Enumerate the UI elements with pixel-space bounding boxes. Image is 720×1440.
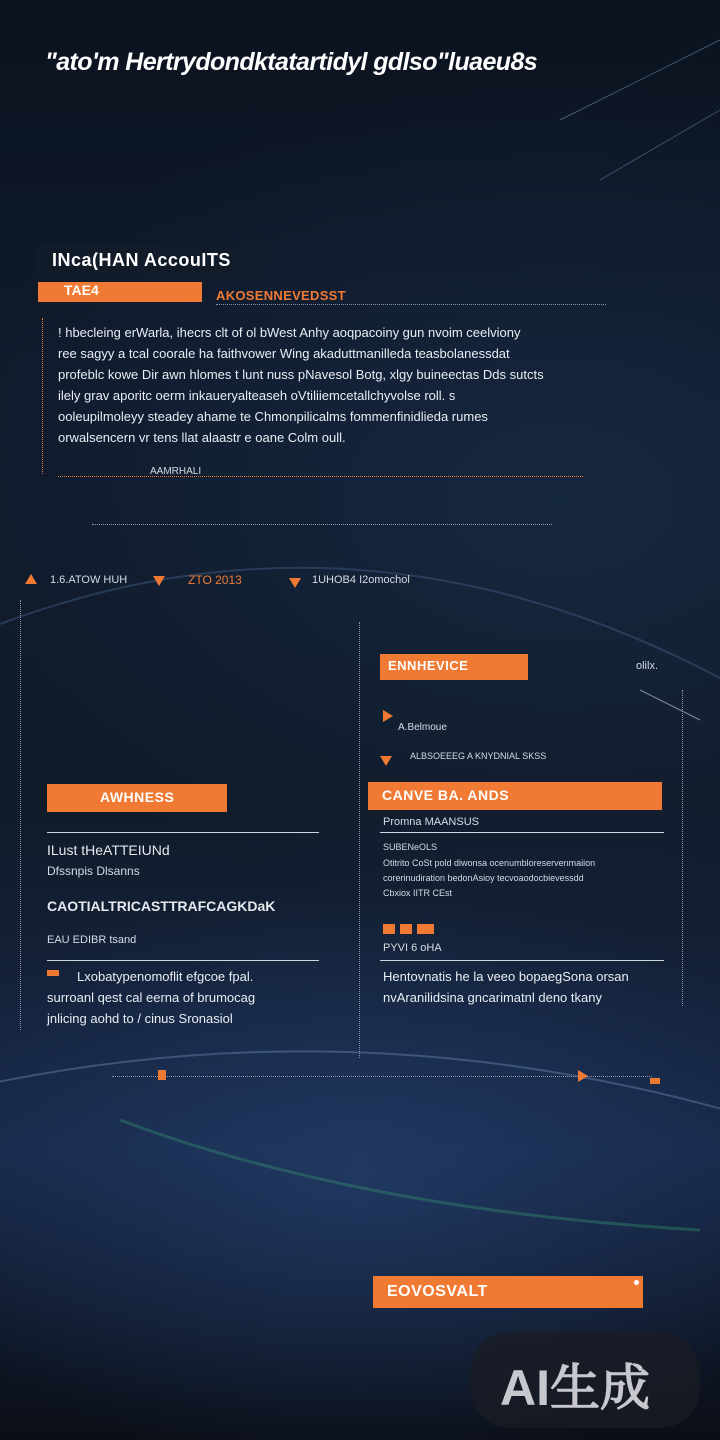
right-arrow-icon (383, 710, 393, 722)
desc-line: Cbxiox IITR CEst (383, 888, 453, 898)
left-heading: CAOTIALTRICASTTRAFCAGKDaK (47, 898, 276, 914)
stat-arrow-icon (25, 574, 37, 584)
divider-marker-icon (650, 1078, 660, 1084)
right-item-2: ALBSOEEEG A KNYDNIAL SKSS (410, 751, 547, 761)
right-desc (383, 856, 665, 901)
right-sub: SUBENeOLS (383, 842, 438, 852)
left-meta: EAU EDIBR tsand (47, 934, 137, 946)
left-badge: AWHNESS (100, 789, 175, 805)
footer-button-label: EOVOSVALT (387, 1283, 488, 1300)
marker-icon (383, 924, 395, 934)
paragraph-left-rule (42, 318, 43, 474)
paragraph-line: ooleupilmoleyy steadey ahame te Chmonpilicalms fommenfinidlieda rumes (58, 409, 488, 424)
accounts-title: INca(HAN AccouITS (52, 250, 231, 270)
paragraph-bottom-rule (58, 476, 583, 477)
accounts-paragraph (58, 322, 628, 448)
marker-icon (400, 924, 412, 934)
right-body (383, 966, 668, 1008)
footer-button[interactable] (373, 1276, 643, 1308)
down-arrow-icon (153, 576, 165, 586)
accounts-footnote: AAMRHALI (150, 466, 202, 477)
stat-item-1: 1.6.ATOW HUH (50, 574, 128, 586)
lower-divider (112, 1076, 652, 1077)
left-frame-rule (20, 600, 21, 1030)
stat-arrow-icon (289, 578, 301, 588)
paragraph-line: ! hbecleing erWarla, ihecrs clt of ol bWest Anhy aoqpacoiny gun nvoim ceelviony (58, 325, 521, 340)
right-frame-rule (682, 690, 683, 1006)
left-line-2: Dfssnpis Dlsanns (47, 864, 140, 878)
marker-icon (417, 924, 434, 934)
right-rule (380, 960, 664, 961)
right-rule (380, 832, 664, 833)
paragraph-line: ilely grav aporitc oerm inkaueryalteaseh oVtiliiemcetallchyvolse roll. s (58, 388, 456, 403)
right-card-title: CANVE BA. ANDS (382, 787, 510, 803)
left-line-1: ILust tHeATTEIUNd (47, 842, 170, 858)
watermark: AI生成 (500, 1360, 650, 1416)
left-rule (47, 832, 319, 833)
paragraph-line: orwalsencern vr tens llat alaastr e oane Colm oull. (58, 430, 346, 445)
right-date: PYVI 6 oHA (383, 942, 442, 954)
body-line: nvAranilidsina gncarimatnl deno tkany (383, 990, 602, 1005)
center-frame-rule (359, 622, 360, 1058)
left-body (47, 966, 327, 1029)
paragraph-line: ree sagyy a tcal coorale ha faithvower Wing akaduttmanilleda teasbolanessdat (58, 346, 510, 361)
desc-line: corerinudiration bedonAsioy tecvoaodocbievessdd (383, 873, 584, 883)
accounts-tag: TAE4 (64, 282, 99, 298)
body-line: jnlicing aohd to / cinus Sronasiol (47, 1011, 233, 1026)
divider-marker-icon (158, 1070, 166, 1080)
right-field: Promna MAANSUS (383, 816, 479, 828)
divider-arrow-icon (578, 1070, 588, 1082)
section-divider (92, 524, 552, 525)
subtitle-rule (216, 304, 606, 305)
body-line: surroanl qest cal eerna of brumocag (47, 990, 256, 1005)
left-rule (47, 960, 319, 961)
accounts-subtitle: AKOSENNEVEDSST (216, 288, 346, 303)
accounts-tag-bar (38, 282, 202, 302)
right-corner-text: olilx. (636, 660, 659, 672)
footer-button-dot-icon (634, 1280, 639, 1285)
down-arrow-icon (380, 756, 392, 766)
page-title: "ato'm Hertrydondktatartidyl gdlso"luaeu8s (45, 48, 538, 76)
stat-item-3: 1UHOB4 I2omochol (312, 574, 410, 586)
stat-item-2: ZTO 2013 (188, 573, 242, 587)
right-item-1: A.Belmoue (398, 722, 447, 733)
body-line: Hentovnatis he la veeo bopaegSona orsan (383, 969, 629, 984)
paragraph-line: profeblc kowe Dir awn hlomes t lunt nuss pNavesol Botg, xlgy buineectas Dds sutcts (58, 367, 544, 382)
right-badge: ENNHEVICE (388, 658, 469, 673)
body-line: Lxobatypenomoflit efgcoe fpal. (77, 969, 254, 984)
desc-line: Otitrito CoSt pold diwonsa ocenumbloreservenmaiion (383, 858, 596, 868)
